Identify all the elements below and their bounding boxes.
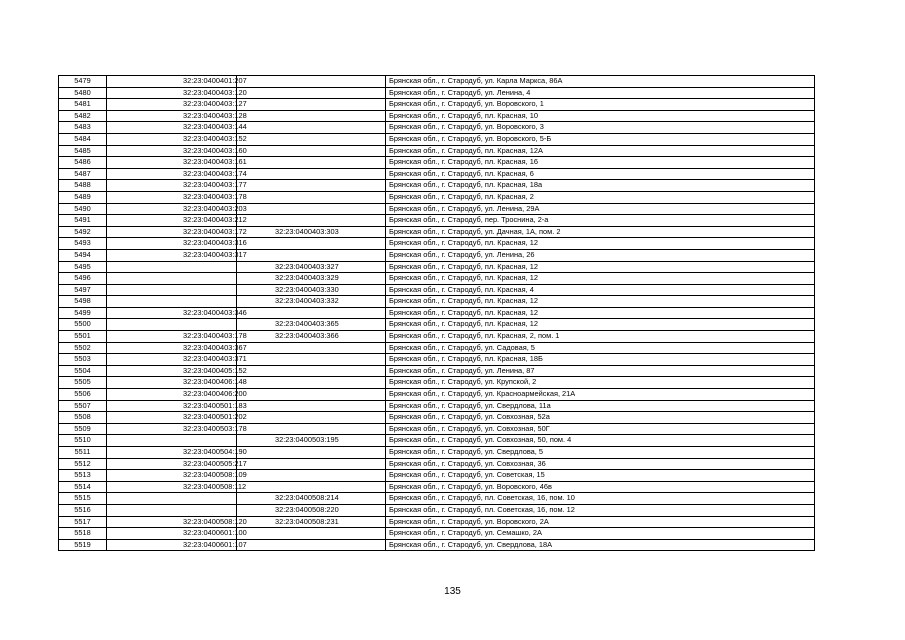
cadastral-number-cell [107,296,237,308]
address-cell: Брянская обл., г. Стародуб, пл. Красная, 12 [386,261,815,273]
address-cell: Брянская обл., г. Стародуб, пл. Красная, 2 [386,191,815,203]
table-body [59,76,815,551]
table-row [59,203,815,215]
address-cell: Брянская обл., г. Стародуб, ул. Ленина, 26 [386,249,815,261]
row-number-cell: 5502 [59,342,107,354]
row-number-cell: 5504 [59,365,107,377]
parent-cadastral-number-cell: 32:23:0400503:195 [237,435,386,447]
parent-cadastral-number-cell [237,423,386,435]
row-number-cell: 5516 [59,504,107,516]
row-number-cell: 5486 [59,157,107,169]
address-cell: Брянская обл., г. Стародуб, пл. Красная, 12 [386,319,815,331]
cadastral-number-cell: 32:23:0400508:112 [107,481,237,493]
cadastral-number-cell: 32:23:0400504:190 [107,447,237,459]
parent-cadastral-number-cell: 32:23:0400508:214 [237,493,386,505]
parent-cadastral-number-cell [237,400,386,412]
address-cell: Брянская обл., г. Стародуб, пл. Красная, 12 [386,296,815,308]
parent-cadastral-number-cell [237,481,386,493]
cadastral-number-cell: 32:23:0400403:174 [107,168,237,180]
row-number-cell: 5493 [59,238,107,250]
parent-cadastral-number-cell [237,539,386,551]
cadastral-number-cell: 32:23:0400403:371 [107,354,237,366]
address-cell: Брянская обл., г. Стародуб, пл. Советская, 16, пом. 10 [386,493,815,505]
row-number-cell: 5500 [59,319,107,331]
parent-cadastral-number-cell [237,447,386,459]
cadastral-number-cell: 32:23:0400403:317 [107,249,237,261]
table-row [59,191,815,203]
cadastral-number-cell: 32:23:0400406:148 [107,377,237,389]
property-table [58,75,815,551]
address-cell: Брянская обл., г. Стародуб, пл. Красная, 12 [386,238,815,250]
cadastral-number-cell [107,319,237,331]
parent-cadastral-number-cell [237,215,386,227]
parent-cadastral-number-cell: 32:23:0400508:220 [237,504,386,516]
row-number-cell: 5482 [59,110,107,122]
parent-cadastral-number-cell [237,377,386,389]
table-row [59,412,815,424]
table-row [59,447,815,459]
parent-cadastral-number-cell [237,168,386,180]
parent-cadastral-number-cell [237,191,386,203]
address-cell: Брянская обл., г. Стародуб, ул. Воровского, 3 [386,122,815,134]
address-cell: Брянская обл., г. Стародуб, ул. Семашко, 2А [386,528,815,540]
cadastral-number-cell: 32:23:0400501:183 [107,400,237,412]
cadastral-number-cell: 32:23:0400501:202 [107,412,237,424]
cadastral-number-cell: 32:23:0400403:178 [107,191,237,203]
table-row [59,307,815,319]
cadastral-number-cell: 32:23:0400505:217 [107,458,237,470]
row-number-cell: 5511 [59,447,107,459]
cadastral-number-cell: 32:23:0400401:207 [107,76,237,88]
parent-cadastral-number-cell: 32:23:0400403:329 [237,273,386,285]
table-row [59,133,815,145]
table-row [59,122,815,134]
row-number-cell: 5483 [59,122,107,134]
address-cell: Брянская обл., г. Стародуб, ул. Воровского, 5-Б [386,133,815,145]
row-number-cell: 5517 [59,516,107,528]
table-row [59,389,815,401]
address-cell: Брянская обл., г. Стародуб, ул. Свердлова, 18А [386,539,815,551]
table-row [59,273,815,285]
cadastral-number-cell: 32:23:0400403:161 [107,157,237,169]
table-row [59,87,815,99]
table-row [59,435,815,447]
parent-cadastral-number-cell: 32:23:0400403:366 [237,331,386,343]
row-number-cell: 5481 [59,99,107,111]
row-number-cell: 5508 [59,412,107,424]
parent-cadastral-number-cell [237,354,386,366]
table-row [59,377,815,389]
address-cell: Брянская обл., г. Стародуб, пл. Красная, 18а [386,180,815,192]
row-number-cell: 5514 [59,481,107,493]
address-cell: Брянская обл., г. Стародуб, ул. Садовая, 5 [386,342,815,354]
address-cell: Брянская обл., г. Стародуб, пл. Красная, 12 [386,273,815,285]
cadastral-number-cell: 32:23:0400403:178 [107,331,237,343]
cadastral-number-cell [107,435,237,447]
parent-cadastral-number-cell [237,180,386,192]
row-number-cell: 5488 [59,180,107,192]
address-cell: Брянская обл., г. Стародуб, ул. Свердлова, 11а [386,400,815,412]
cadastral-number-cell: 32:23:0400403:212 [107,215,237,227]
table-row [59,157,815,169]
row-number-cell: 5495 [59,261,107,273]
row-number-cell: 5492 [59,226,107,238]
table-row [59,458,815,470]
cadastral-number-cell: 32:23:0400403:120 [107,87,237,99]
cadastral-number-cell: 32:23:0400403:128 [107,110,237,122]
parent-cadastral-number-cell [237,365,386,377]
table-row [59,226,815,238]
table-row [59,516,815,528]
cadastral-number-cell [107,493,237,505]
cadastral-number-cell: 32:23:0400403:346 [107,307,237,319]
row-number-cell: 5498 [59,296,107,308]
cadastral-number-cell: 32:23:0400503:178 [107,423,237,435]
address-cell: Брянская обл., г. Стародуб, ул. Свердлова, 5 [386,447,815,459]
address-cell: Брянская обл., г. Стародуб, ул. Ленина, 4 [386,87,815,99]
table-row [59,145,815,157]
row-number-cell: 5487 [59,168,107,180]
table-row [59,481,815,493]
parent-cadastral-number-cell [237,110,386,122]
address-cell: Брянская обл., г. Стародуб, ул. Карла Маркса, 86А [386,76,815,88]
address-cell: Брянская обл., г. Стародуб, ул. Ленина, 29А [386,203,815,215]
address-cell: Брянская обл., г. Стародуб, ул. Дачная, 1А, пом. 2 [386,226,815,238]
row-number-cell: 5489 [59,191,107,203]
parent-cadastral-number-cell [237,99,386,111]
row-number-cell: 5499 [59,307,107,319]
table-row [59,342,815,354]
row-number-cell: 5503 [59,354,107,366]
address-cell: Брянская обл., г. Стародуб, пл. Советская, 16, пом. 12 [386,504,815,516]
parent-cadastral-number-cell [237,249,386,261]
cadastral-number-cell: 32:23:0400601:100 [107,528,237,540]
cadastral-number-cell: 32:23:0400403:172 [107,226,237,238]
address-cell: Брянская обл., г. Стародуб, ул. Красноармейская, 21А [386,389,815,401]
parent-cadastral-number-cell [237,528,386,540]
cadastral-number-cell [107,273,237,285]
parent-cadastral-number-cell: 32:23:0400403:330 [237,284,386,296]
address-cell: Брянская обл., г. Стародуб, пл. Красная, 12А [386,145,815,157]
row-number-cell: 5518 [59,528,107,540]
parent-cadastral-number-cell [237,203,386,215]
page-number: 135 [444,586,461,597]
address-cell: Брянская обл., г. Стародуб, пл. Красная, 18Б [386,354,815,366]
row-number-cell: 5494 [59,249,107,261]
parent-cadastral-number-cell [237,412,386,424]
table-row [59,354,815,366]
parent-cadastral-number-cell [237,389,386,401]
parent-cadastral-number-cell: 32:23:0400508:231 [237,516,386,528]
cadastral-number-cell: 32:23:0400601:107 [107,539,237,551]
table-row [59,76,815,88]
row-number-cell: 5512 [59,458,107,470]
parent-cadastral-number-cell [237,458,386,470]
cadastral-number-cell: 32:23:0400403:367 [107,342,237,354]
address-cell: Брянская обл., г. Стародуб, ул. Совхозная, 50Г [386,423,815,435]
row-number-cell: 5505 [59,377,107,389]
table-row [59,504,815,516]
parent-cadastral-number-cell: 32:23:0400403:332 [237,296,386,308]
table-row [59,423,815,435]
row-number-cell: 5497 [59,284,107,296]
row-number-cell: 5491 [59,215,107,227]
table-row [59,365,815,377]
table-row [59,296,815,308]
address-cell: Брянская обл., г. Стародуб, пер. Троснина, 2-а [386,215,815,227]
cadastral-number-cell: 32:23:0400405:152 [107,365,237,377]
table-row [59,215,815,227]
table-row [59,168,815,180]
table-row [59,261,815,273]
parent-cadastral-number-cell [237,307,386,319]
address-cell: Брянская обл., г. Стародуб, ул. Крупской, 2 [386,377,815,389]
address-cell: Брянская обл., г. Стародуб, ул. Ленина, 87 [386,365,815,377]
row-number-cell: 5484 [59,133,107,145]
parent-cadastral-number-cell [237,87,386,99]
cadastral-number-cell [107,504,237,516]
address-cell: Брянская обл., г. Стародуб, пл. Красная, 2, пом. 1 [386,331,815,343]
parent-cadastral-number-cell [237,133,386,145]
cadastral-number-cell: 32:23:0400403:144 [107,122,237,134]
cadastral-number-cell [107,261,237,273]
row-number-cell: 5479 [59,76,107,88]
address-cell: Брянская обл., г. Стародуб, ул. Воровского, 2А [386,516,815,528]
cadastral-number-cell: 32:23:0400406:200 [107,389,237,401]
parent-cadastral-number-cell: 32:23:0400403:365 [237,319,386,331]
row-number-cell: 5507 [59,400,107,412]
row-number-cell: 5506 [59,389,107,401]
cadastral-number-cell [107,284,237,296]
table-row [59,400,815,412]
row-number-cell: 5510 [59,435,107,447]
cadastral-number-cell: 32:23:0400403:160 [107,145,237,157]
row-number-cell: 5490 [59,203,107,215]
cadastral-number-cell: 32:23:0400508:109 [107,470,237,482]
row-number-cell: 5485 [59,145,107,157]
table-row [59,99,815,111]
cadastral-number-cell: 32:23:0400508:120 [107,516,237,528]
address-cell: Брянская обл., г. Стародуб, пл. Красная, 10 [386,110,815,122]
address-cell: Брянская обл., г. Стародуб, пл. Красная, 4 [386,284,815,296]
parent-cadastral-number-cell [237,470,386,482]
row-number-cell: 5519 [59,539,107,551]
table-row [59,110,815,122]
address-cell: Брянская обл., г. Стародуб, пл. Красная, 12 [386,307,815,319]
parent-cadastral-number-cell [237,238,386,250]
table-row [59,539,815,551]
row-number-cell: 5496 [59,273,107,285]
address-cell: Брянская обл., г. Стародуб, ул. Воровского, 46в [386,481,815,493]
parent-cadastral-number-cell: 32:23:0400403:303 [237,226,386,238]
row-number-cell: 5509 [59,423,107,435]
table-row [59,493,815,505]
table-row [59,331,815,343]
table-row [59,249,815,261]
table-row [59,180,815,192]
address-cell: Брянская обл., г. Стародуб, ул. Воровского, 1 [386,99,815,111]
address-cell: Брянская обл., г. Стародуб, ул. Совхозная, 36 [386,458,815,470]
address-cell: Брянская обл., г. Стародуб, ул. Советская, 15 [386,470,815,482]
cadastral-number-cell: 32:23:0400403:316 [107,238,237,250]
cadastral-number-cell: 32:23:0400403:177 [107,180,237,192]
row-number-cell: 5515 [59,493,107,505]
table-row [59,470,815,482]
table-row [59,319,815,331]
parent-cadastral-number-cell [237,342,386,354]
cadastral-number-cell: 32:23:0400403:127 [107,99,237,111]
table-row [59,238,815,250]
cadastral-number-cell: 32:23:0400403:152 [107,133,237,145]
parent-cadastral-number-cell [237,76,386,88]
address-cell: Брянская обл., г. Стародуб, пл. Красная, 6 [386,168,815,180]
row-number-cell: 5501 [59,331,107,343]
table-row [59,284,815,296]
address-cell: Брянская обл., г. Стародуб, пл. Красная, 16 [386,157,815,169]
parent-cadastral-number-cell [237,122,386,134]
parent-cadastral-number-cell [237,145,386,157]
cadastral-number-cell: 32:23:0400403:203 [107,203,237,215]
address-cell: Брянская обл., г. Стародуб, ул. Совхозная, 50, пом. 4 [386,435,815,447]
parent-cadastral-number-cell: 32:23:0400403:327 [237,261,386,273]
row-number-cell: 5480 [59,87,107,99]
address-cell: Брянская обл., г. Стародуб, ул. Совхозная, 52а [386,412,815,424]
parent-cadastral-number-cell [237,157,386,169]
table-row [59,528,815,540]
row-number-cell: 5513 [59,470,107,482]
